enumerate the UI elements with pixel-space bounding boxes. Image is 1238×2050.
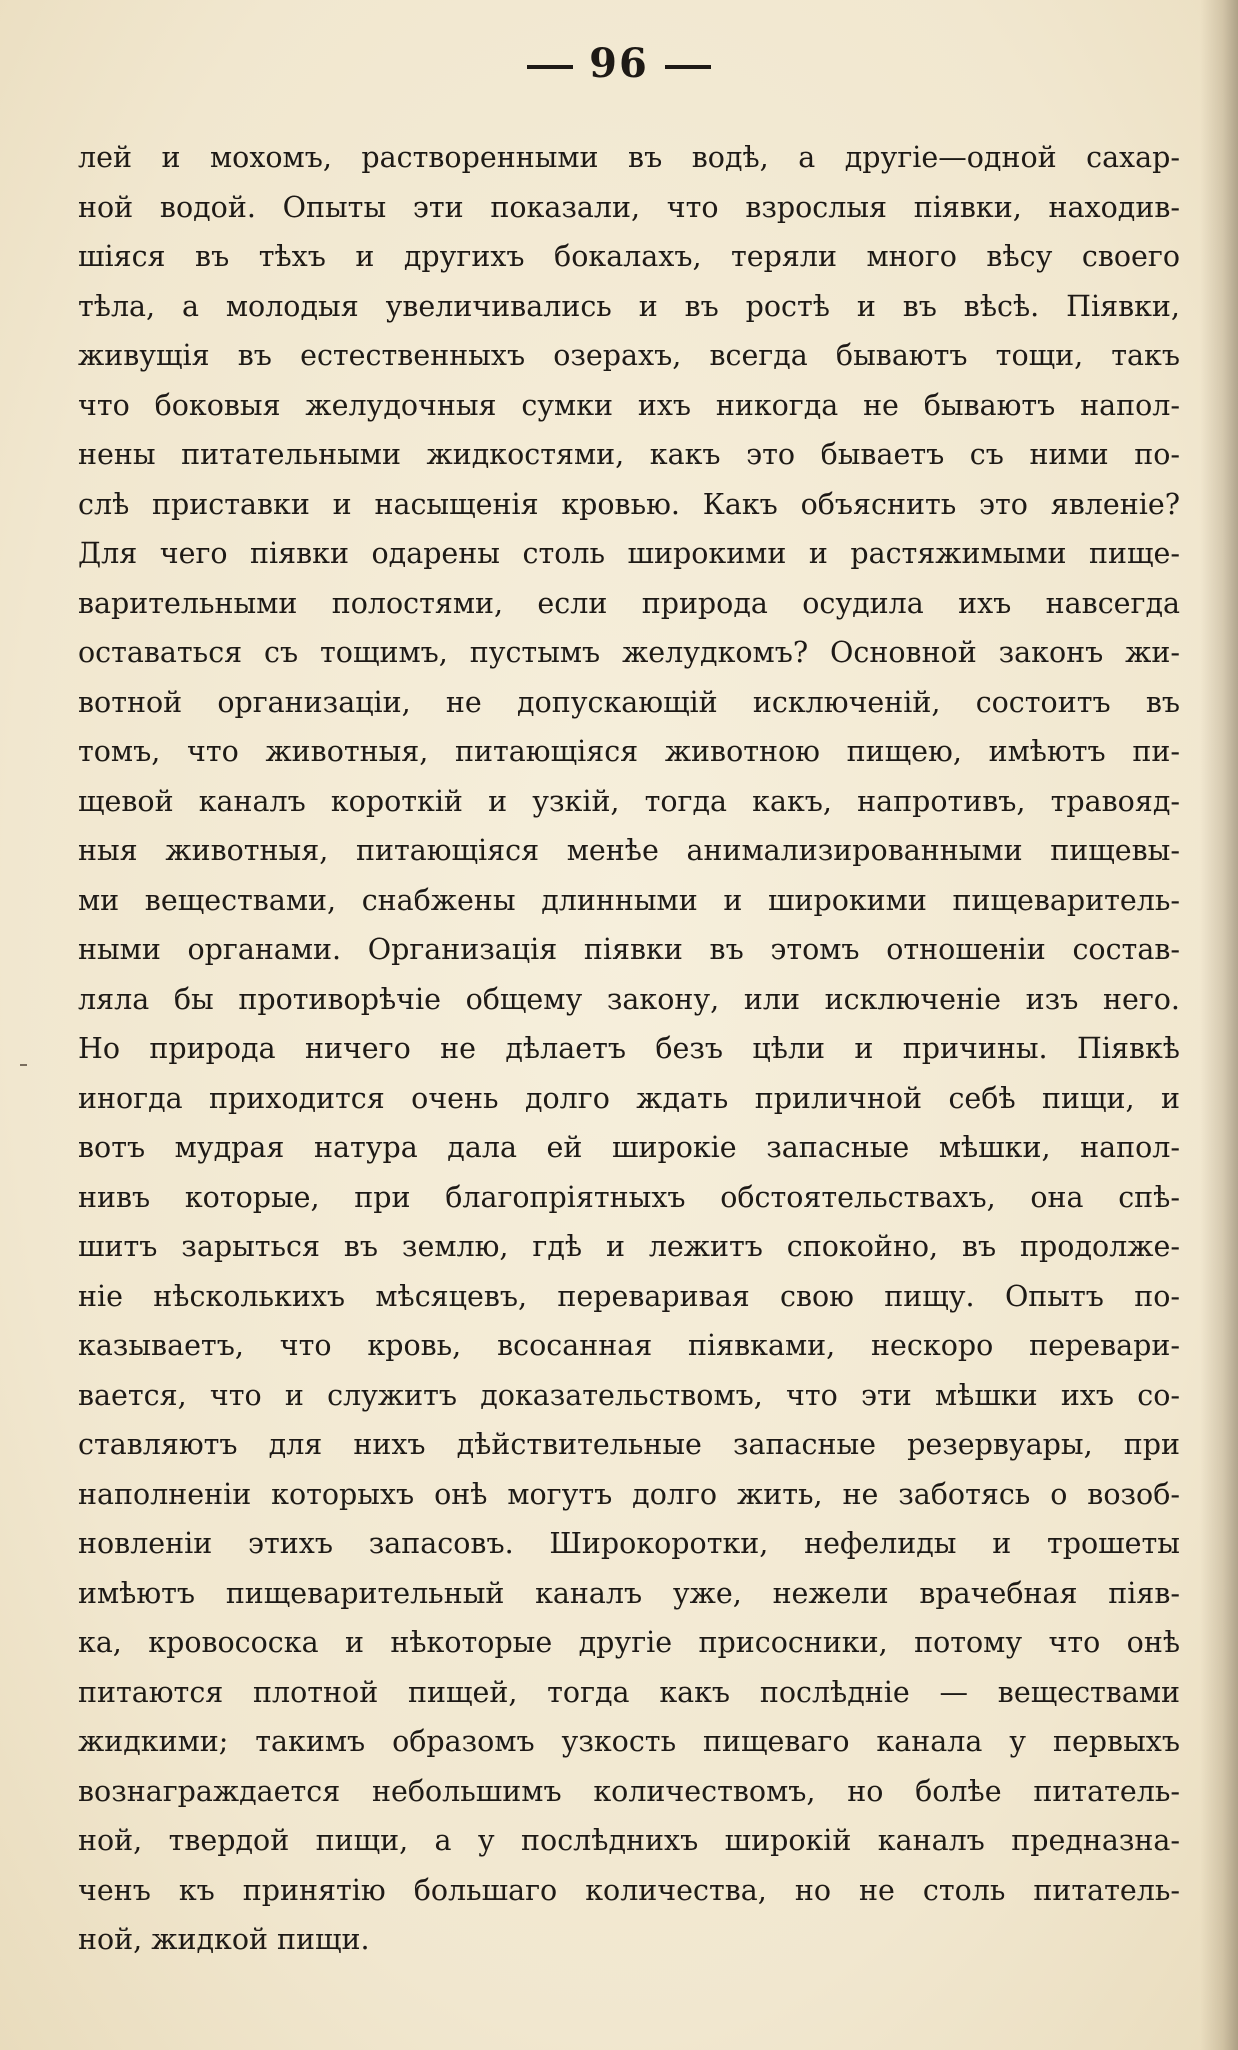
text-line: ми веществами, снабжены длинными и широкими пищеваритель- [78,883,1180,917]
text-line: ныя животныя, питающіяся менѣе анимализированными пищевы- [78,834,1180,867]
text-line: ной, твердой пищи, а у послѣднихъ широкій каналъ предназна- [78,1824,1180,1857]
text-line: тѣла, а молодыя увеличивались и въ ростѣ и въ вѣсѣ. Піявки, [78,289,1180,323]
left-dash [527,65,573,69]
text-line: новленіи этихъ запасовъ. Широкоротки, нефелиды и трошеты [78,1527,1180,1560]
text-line: томъ, что животныя, питающіяся животною пищею, имѣютъ пи- [78,735,1180,768]
text-line: жидкими; такимъ образомъ узкость пищеваго канала у первыхъ [78,1725,1180,1758]
text-line: лей и мохомъ, растворенными въ водѣ, а другіе—одной сахар- [78,141,1180,174]
text-line: ными органами. Организація піявки въ этомъ отношеніи состав- [78,933,1180,966]
text-line: живущія въ естественныхъ озерахъ, всегда бываютъ тощи, такъ [78,339,1180,372]
page-edge-shadow [1200,0,1238,2050]
text-line: Для чего піявки одарены столь широкими и растяжимыми пище- [78,537,1180,570]
page-header [0,40,1238,87]
text-line: ставляютъ для нихъ дѣйствительные запасные резервуары, при [78,1428,1180,1461]
text-line: ніе нѣсколькихъ мѣсяцевъ, переваривая свою пищу. Опытъ по- [78,1279,1180,1313]
text-line: шіяся въ тѣхъ и другихъ бокалахъ, теряли много вѣсу своего [78,240,1180,273]
text-line: наполненіи которыхъ онѣ могутъ долго жить, не заботясь о возоб- [78,1477,1180,1511]
text-line: иногда приходится очень долго ждать приличной себѣ пищи, и [78,1081,1180,1115]
text-line: вается, что и служитъ доказательствомъ, что эти мѣшки ихъ со- [78,1378,1180,1412]
right-dash [665,65,711,69]
text-line: питаются плотной пищей, тогда какъ послѣдніе — веществами [78,1675,1180,1709]
text-line: оставаться съ тощимъ, пустымъ желудкомъ? Основной законъ жи- [78,636,1180,669]
text-line: шитъ зарыться въ землю, гдѣ и лежитъ спокойно, въ продолже- [78,1230,1180,1263]
text-line: вознаграждается небольшимъ количествомъ, но болѣе питатель- [78,1774,1180,1808]
text-line: вотной организаціи, не допускающій исключеній, состоитъ въ [78,685,1180,719]
text-line: варительными полостями, если природа осудила ихъ навсегда [78,586,1180,620]
text-line: ной водой. Опыты эти показали, что взрослыя піявки, находив- [78,190,1180,224]
page-number: 96 [589,40,649,87]
text-line: что боковыя желудочныя сумки ихъ никогда не бываютъ напол- [78,388,1180,422]
text-line: ной, жидкой пищи. [78,1923,370,1956]
text-line: нивъ которые, при благопріятныхъ обстоятельствахъ, она спѣ- [78,1180,1180,1214]
text-line: щевой каналъ короткій и узкій, тогда какъ, напротивъ, травояд- [78,784,1180,818]
text-line: ка, кровососка и нѣкоторые другіе присосники, потому что онѣ [78,1626,1180,1659]
text-line: нены питательными жидкостями, какъ это бываетъ съ ними по- [78,438,1180,471]
margin-mark [20,1064,27,1066]
text-line: ляла бы противорѣчіе общему закону, или исключеніе изъ него. [78,982,1180,1016]
text-line: вотъ мудрая натура дала ей широкіе запасные мѣшки, напол- [78,1131,1180,1164]
body-text [78,133,1180,1965]
text-line: имѣютъ пищеварительный каналъ уже, нежели врачебная піяв- [78,1576,1180,1610]
text-line: Но природа ничего не дѣлаетъ безъ цѣли и причины. Піявкѣ [78,1032,1180,1065]
text-line: казываетъ, что кровь, всосанная піявками, нескоро перевари- [78,1329,1180,1362]
text-line: слѣ приставки и насыщенія кровью. Какъ объяснить это явленіе? [78,487,1180,521]
text-line: ченъ къ принятію большаго количества, но не столь питатель- [78,1873,1180,1907]
